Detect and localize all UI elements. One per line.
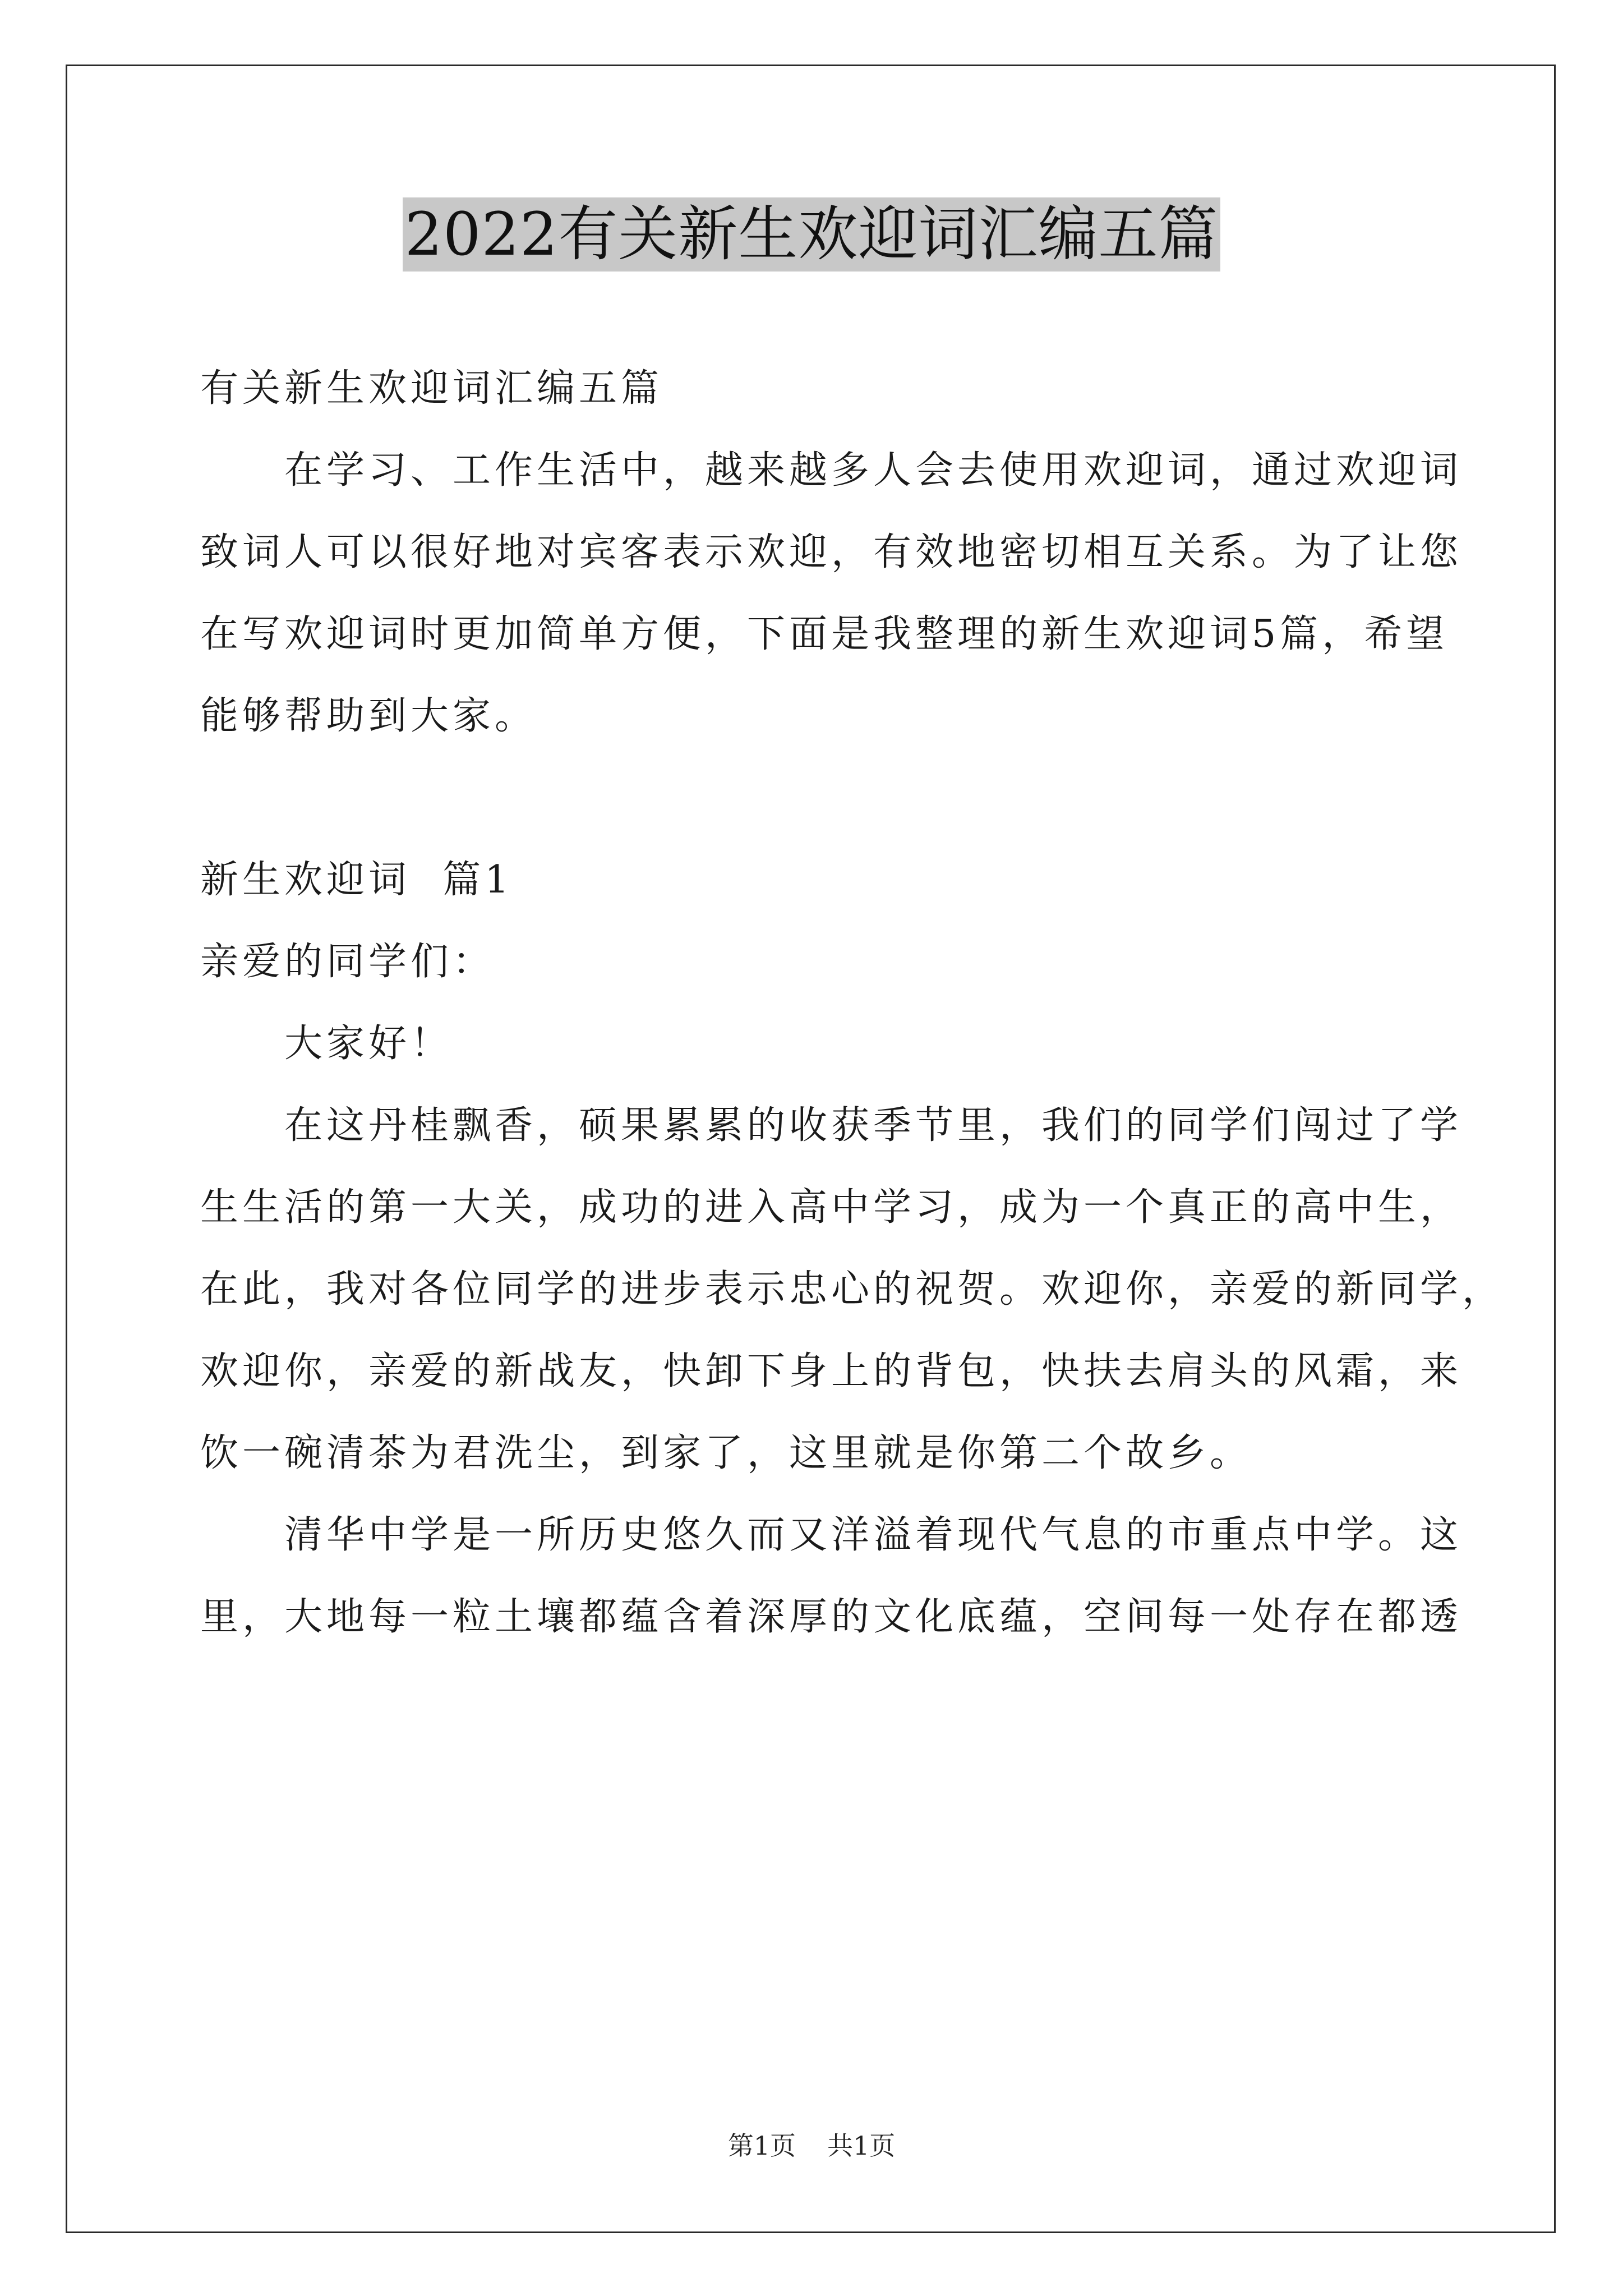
paragraph-line: 在此，我对各位同学的进步表示忠心的祝贺。欢迎你，亲爱的新同学， [200, 1267, 1505, 1312]
paragraph-line: 欢迎你，亲爱的新战友，快卸下身上的背包，快扶去肩头的风霜，来 [200, 1349, 1463, 1393]
paragraph-line: 生生活的第一大关，成功的进入高中学习，成为一个真正的高中生， [200, 1185, 1463, 1230]
page-number: 第1页 [727, 2131, 796, 2161]
intro-line: 能够帮助到大家。 [200, 694, 537, 738]
salutation: 亲爱的同学们： [200, 940, 495, 984]
section-heading: 新生欢迎词 篇1 [200, 858, 513, 902]
paragraph-line: 饮一碗清茶为君洗尘，到家了，这里就是你第二个故乡。 [200, 1431, 1252, 1475]
title-container [0, 197, 1623, 272]
page-footer [0, 2129, 1623, 2162]
intro-line: 在学习、工作生活中，越来越多人会去使用欢迎词，通过欢迎词 [284, 448, 1463, 493]
intro-line: 在写欢迎词时更加简单方便，下面是我整理的新生欢迎词5篇，希望 [200, 612, 1449, 656]
paragraph-line: 清华中学是一所历史悠久而又洋溢着现代气息的市重点中学。这 [284, 1513, 1463, 1557]
intro-line: 致词人可以很好地对宾客表示欢迎，有效地密切相互关系。为了让您 [200, 530, 1463, 574]
document-title: 2022有关新生欢迎词汇编五篇 [403, 197, 1221, 272]
greeting: 大家好！ [284, 1022, 453, 1066]
paragraph-line: 在这丹桂飘香，硕果累累的收获季节里，我们的同学们闯过了学 [284, 1103, 1463, 1148]
document-body [200, 348, 1505, 1658]
page-total: 共1页 [827, 2131, 896, 2161]
paragraph-gap [200, 757, 1434, 839]
paragraph-line: 里，大地每一粒土壤都蕴含着深厚的文化底蕴，空间每一处存在都透 [200, 1595, 1463, 1639]
document-subtitle: 有关新生欢迎词汇编五篇 [200, 366, 663, 411]
